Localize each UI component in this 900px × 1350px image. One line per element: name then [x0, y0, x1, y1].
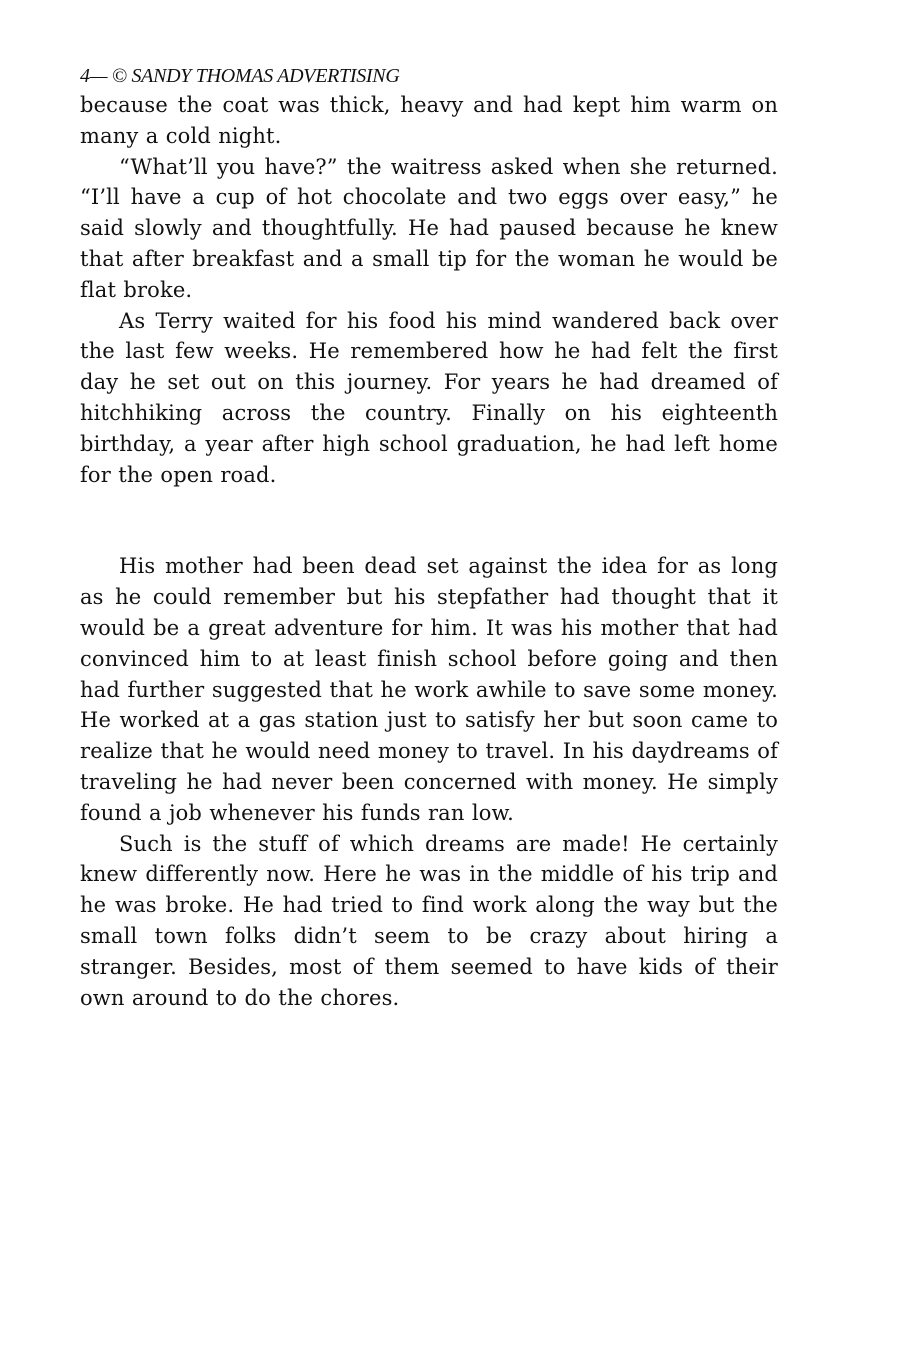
paragraph-continued: because the coat was thick, heavy and had kept him warm on many a cold night. [80, 93, 778, 148]
paragraph-dreams: Such is the stuff of which dreams are made! He certainly knew differently now. Here he was in the middle of his trip and he was broke. He had tried to find work along the way but the small town folks didn’t seem to be crazy about hiring a stranger. Besides, most of them seemed to have kids of their own around to do the chores. [80, 831, 778, 1010]
paragraph-waitress-order: “What’ll you have?” the waitress asked when she returned. “I’ll have a cup of hot chocolate and two eggs over easy,” he said slowly and thoughtfully. He had paused because he knew that after breakfast and a small tip for the woman he would be flat broke. [80, 154, 778, 302]
running-head: 4— © SANDY THOMAS ADVERTISING [80, 65, 400, 87]
paragraph-terry-memories: As Terry waited for his food his mind wandered back over the last few weeks. He remembered how he had felt the first day he set out on this journey. For years he had dreamed of hitchhiking across the country. Finally on his eighteenth birthday, a year after high school graduation, he had left home for the open road. [80, 308, 778, 487]
book-page [80, 62, 778, 1013]
paragraph-mother-stepfather: His mother had been dead set against the idea for as long as he could remember but his stepfather had thought that it would be a great adventure for him. It was his mother that had convinced him to at least finish school before going and then had further suggested that he work awhile to save some money. He worked at a gas station just to satisfy her but soon came to realize that he would need money to travel. In his daydreams of traveling he had never been concerned with money. He simply found a job whenever his funds ran low. [80, 554, 778, 825]
section-break [80, 490, 778, 551]
